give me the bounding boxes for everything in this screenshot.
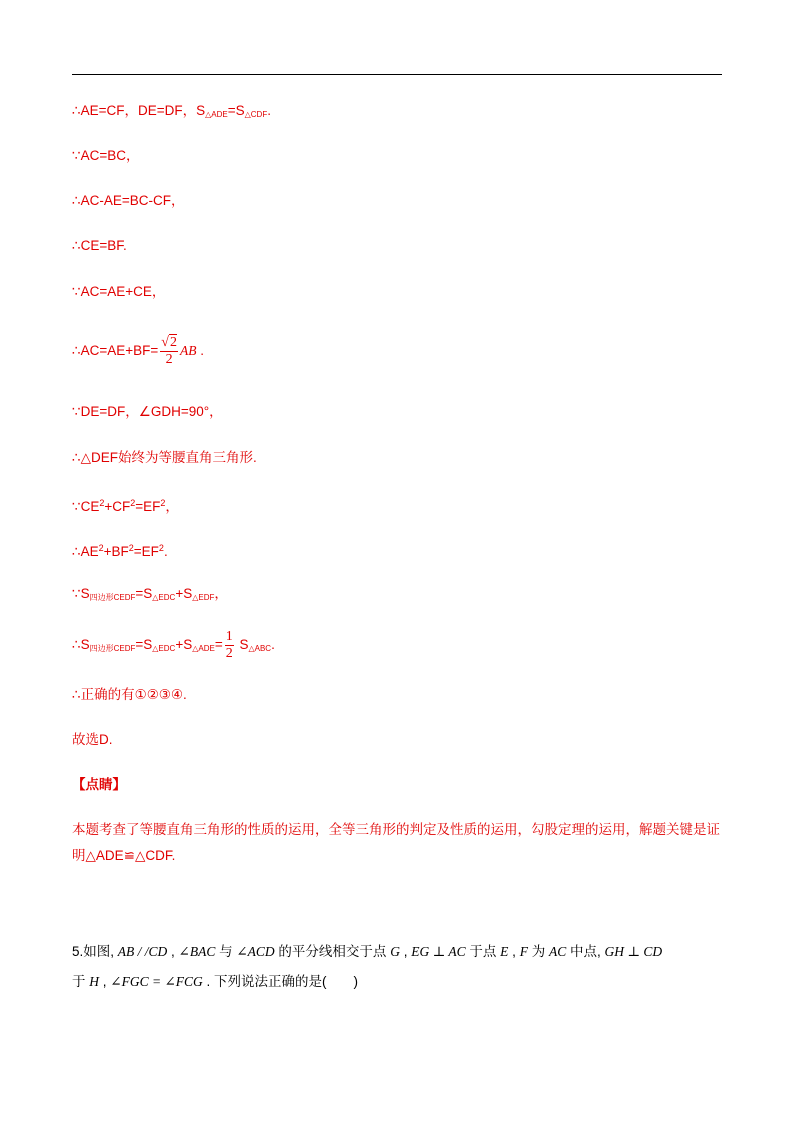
solution-line-7: ∵DE=DF，∠GDH=90°， xyxy=(72,404,223,419)
solution-line-12: $\therefore S_{四边形CEDF}=S_{\triangle EDC}+S_{\triangle ADE}=$ $\frac{1}{2}$ $S_{\triangle ABC}$. xyxy=(72,628,275,661)
solution-line-13: ∴正确的有①②③④. xyxy=(72,687,187,702)
solution-line-5: ∵AC=AE+CE， xyxy=(72,284,166,299)
dianjing-heading: 【点睛】 xyxy=(72,777,126,792)
fraction-sqrt2-over-2: $\frac{√2}{2}$ xyxy=(161,334,177,367)
solution-line-4: ∴CE=BF. xyxy=(72,238,127,253)
solution-line-2: ∵AC=BC， xyxy=(72,148,140,163)
solution-line-14: 故选D. xyxy=(72,732,113,747)
solution-line-6: ∴AC=AE+BF= $\frac{√2}{2}$ AB . xyxy=(72,334,204,367)
question-5: 5.如图, AB / /CD , ∠BAC 与 ∠ACD 的平分线相交于点 G , EG ⊥ AC 于点 E , F 为 AC 中点, GH ⊥ CD 于 H , ∠FGC = ∠FCG . 下列说法正确的是( ) xyxy=(72,944,663,989)
solution-line-8: ∴△DEF始终为等腰直角三角形. xyxy=(72,450,257,465)
solution-line-3: ∴AC-AE=BC-CF， xyxy=(72,193,185,208)
fraction-one-half: $\frac{1}{2}$ xyxy=(225,628,233,661)
solution-line-1: ∴AE=CF，DE=DF，$S_{\triangle ADE}=S_{\triangle CDF}$. xyxy=(72,103,271,119)
header-rule xyxy=(72,74,722,75)
solution-line-9: $\because CE^2+CF^2=EF^2$， xyxy=(72,498,179,514)
solution-line-11: $\because S_{四边形CEDF}=S_{\triangle EDC}+S_{\triangle EDF}$， xyxy=(72,586,228,602)
dianjing-body: 本题考查了等腰直角三角形的性质的运用，全等三角形的判定及性质的运用，勾股定理的运用，解题关键是证明△ADE≌△CDF. xyxy=(72,822,720,863)
solution-line-10: $\therefore AE^2+BF^2=EF^2$. xyxy=(72,543,168,559)
